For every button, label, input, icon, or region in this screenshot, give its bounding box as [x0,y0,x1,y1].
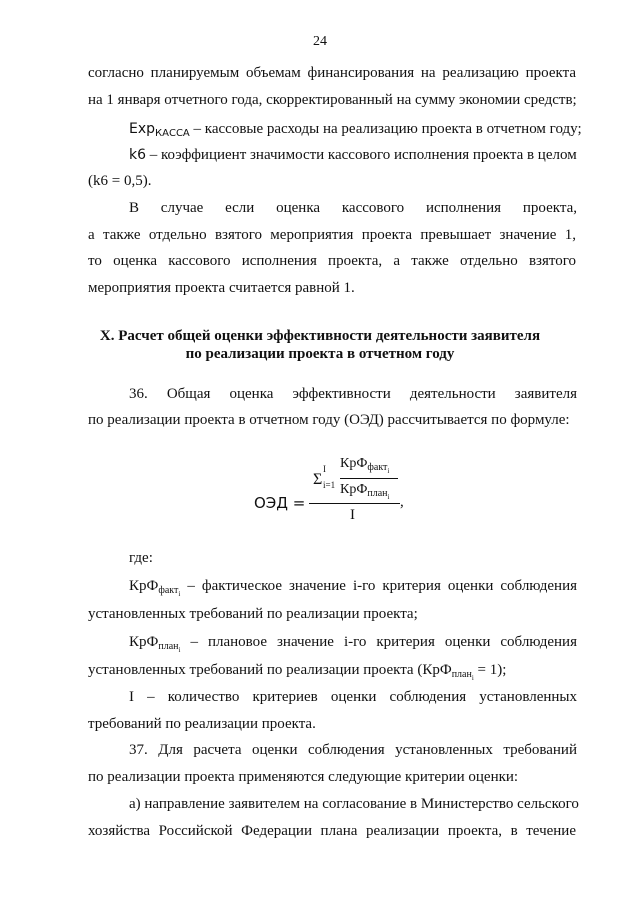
text-line: то оценка кассового исполнения проекта, а также отдельно взятого [88,253,576,269]
formula-oed [0,450,640,530]
text-line: согласно планируемым объемам финансирования на реализацию проекта [88,65,576,81]
text-line: установленных требований по реализации проекта; [88,606,418,622]
symbol-exp: Exp [129,121,156,137]
definition-exp: Exp$_{КАССА}$ – кассовые расходы на реализацию проекта в отчетном году; [129,121,582,139]
definition-krf-plan: КрФ$_{план_i}$ – плановое значение i-го критерия оценки соблюдения [129,634,577,654]
formula-divisor: I [350,507,355,523]
section-heading-cont: по реализации проекта в отчетном году [185,346,455,362]
sum-symbol: Σ [313,471,323,488]
text-line: на 1 января отчетного года, скорректированный на сумму экономии средств; [88,92,577,108]
formula-numerator: КрФ$_{факт_i}$ [340,456,390,475]
definition-krf-fact: КрФ$_{факт_i}$ – фактическое значение i-го критерия оценки соблюдения [129,578,577,598]
text-line: (k6 = 0,5). [88,173,152,189]
text-line: по реализации проекта применяются следующие критерии оценки: [88,769,519,785]
formula-lhs: ОЭД = [254,494,306,512]
text-line: мероприятия проекта считается равной 1. [88,280,355,296]
text-line: 37. Для расчета оценки соблюдения установленных требований [129,742,577,758]
formula-denominator: КрФ$_{план_i}$ [340,482,390,501]
text-line: 36. Общая оценка эффективности деятельности заявителя [129,386,577,402]
main-fraction-bar [309,503,400,504]
text-line: требований по реализации проекта. [88,716,316,732]
text-line: В случае если оценка кассового исполнения проекта, [129,200,577,216]
definition-k6: k6 – коэффициент значимости кассового исполнения проекта в целом [129,147,577,163]
text-line: установленных требований по реализации проекта (КрФ$_{план_i}$ = 1); [88,662,507,682]
formula-comma: , [400,494,404,510]
text-line: хозяйства Российской Федерации плана реализации проекта, в течение [88,823,576,839]
text-line: где: [129,550,153,566]
section-heading: X. Расчет общей оценки эффективности деятельности заявителя [99,328,541,344]
sum-upper-limit: I [323,464,326,474]
text-line: по реализации проекта в отчетном году (ОЭД) рассчитывается по формуле: [88,412,570,428]
text-line: а) направление заявителем на согласование в Министерство сельского [129,796,579,812]
symbol-k6: k6 [129,147,147,163]
page-number: 24 [313,34,327,49]
definition-i: I – количество критериев оценки соблюдения установленных [129,689,577,705]
inner-fraction-bar [340,478,398,479]
sum-lower-limit: i=1 [323,480,336,490]
text-line: а также отдельно взятого мероприятия проекта превышает значение 1, [88,227,576,243]
